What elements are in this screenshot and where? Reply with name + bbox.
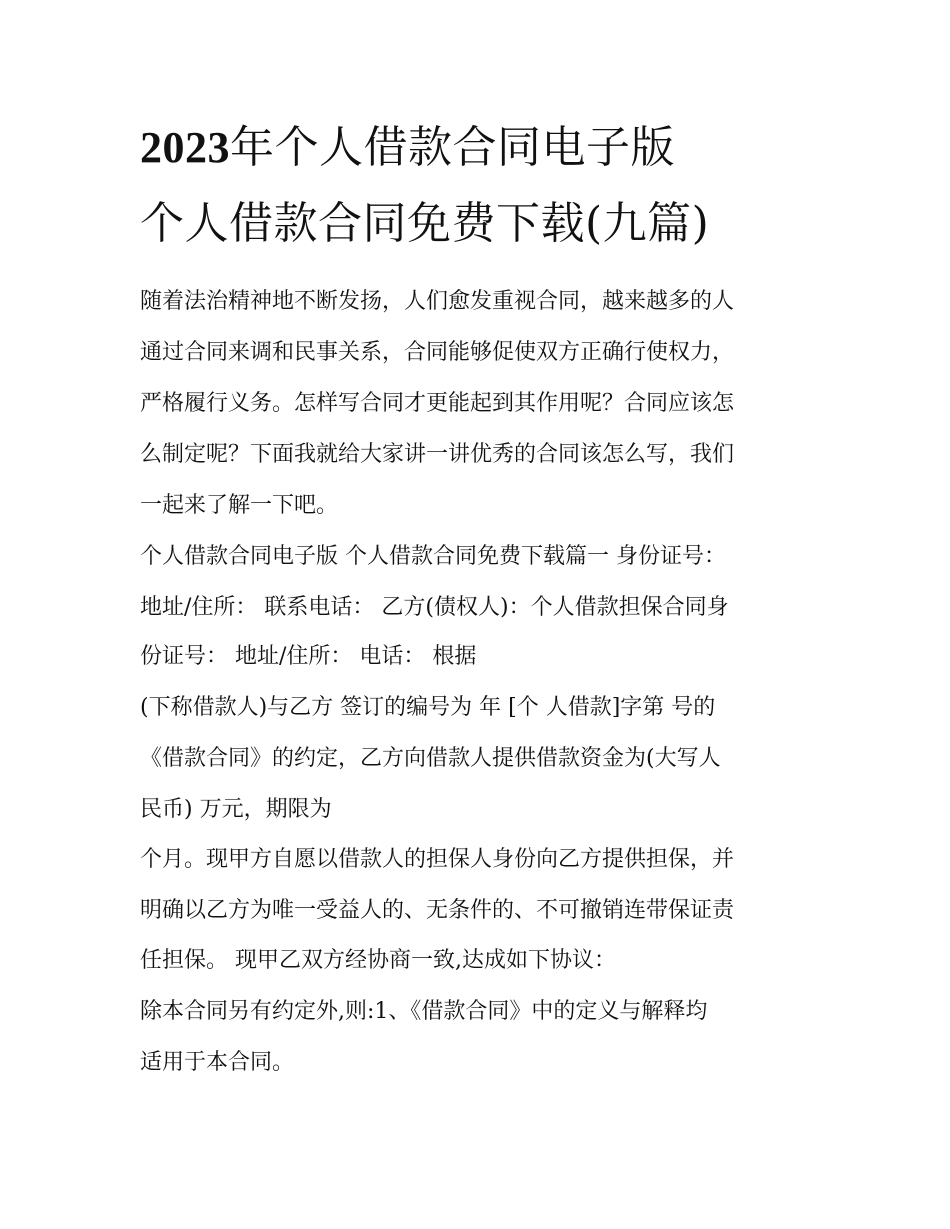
body-line: (下称借款人)与乙方 签订的编号为 年 [个 人借款]字第 号的 [140, 695, 716, 720]
body-line: 地址/住所： 联系电话： 乙方(债权人)：个人借款担保合同身 [140, 595, 729, 620]
body-line: 么制定呢？下面我就给大家讲一讲优秀的合同该怎么写，我们 [140, 442, 735, 467]
body-line: 民币) 万元，期限为 [140, 797, 332, 822]
body-line: 明确以乙方为唯一受益人的、无条件的、不可撤销连带保证责 [140, 898, 735, 923]
body-line: 通过合同来调和民事关系，合同能够促使双方正确行使权力， [140, 340, 735, 365]
body-line: 任担保。 现甲乙双方经协商一致,达成如下协议： [140, 948, 616, 973]
document-title-line-2: 个人借款合同免费下载(九篇) [140, 198, 710, 249]
body-line: 个月。现甲方自愿以借款人的担保人身份向乙方提供担保，并 [140, 847, 735, 872]
document-title-line-1 [140, 122, 840, 174]
body-line: 份证号： 地址/住所： 电话： 根据 [140, 644, 477, 669]
body-line: 严格履行义务。怎样写合同才更能起到其作用呢？合同应该怎 [140, 391, 735, 416]
title-line-1-text: 年个人借款合同电子版 [230, 122, 675, 173]
body-line: 一起来了解一下吧。 [140, 493, 339, 518]
body-line: 除本合同另有约定外,则:1、《借款合同》中的定义与解释均 [140, 999, 708, 1024]
title-year: 2023 [140, 123, 230, 172]
body-line: 《借款合同》的约定，乙方向借款人提供借款资金为(大写人 [140, 746, 721, 771]
body-line: 随着法治精神地不断发扬，人们愈发重视合同，越来越多的人 [140, 289, 735, 314]
body-line: 适用于本合同。 [140, 1050, 295, 1075]
body-line: 个人借款合同电子版 个人借款合同免费下载篇一 身份证号： [140, 544, 726, 569]
